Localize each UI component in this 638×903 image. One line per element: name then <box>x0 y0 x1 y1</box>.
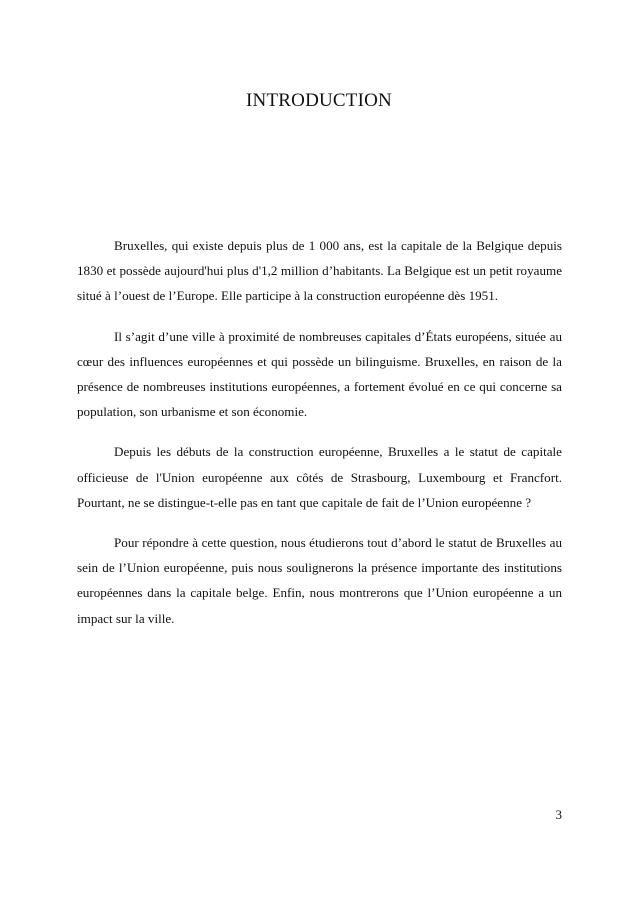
paragraph-3: Depuis les débuts de la construction européenne, Bruxelles a le statut de capitale officieuse de l'Union européenne aux côtés de Strasbourg, Luxembourg et Francfort. Pourtant, ne se distingue-t-elle pas en tant que capitale de fait de l’Union européenne ? <box>77 444 562 510</box>
paragraph-4: Pour répondre à cette question, nous étudierons tout d’abord le statut de Bruxelles au sein de l’Union européenne, puis nous soulignerons la présence importante des institutions européennes dans la capitale belge. Enfin, nous montrerons que l’Union européenne a un impact sur la ville. <box>77 535 562 626</box>
body-text <box>77 233 562 646</box>
page-title: INTRODUCTION <box>246 90 392 111</box>
page-number: 3 <box>555 807 562 822</box>
paragraph-1: Bruxelles, qui existe depuis plus de 1 000 ans, est la capitale de la Belgique depuis 1830 et possède aujourd'hui plus d'1,2 million d’habitants. La Belgique est un petit royaume situé à l’ouest de l’Europe. Elle participe à la construction européenne dès 1951. <box>77 238 562 304</box>
paragraph-2: Il s’agit d’une ville à proximité de nombreuses capitales d’États européens, située au cœur des influences européennes et qui possède un bilinguisme. Bruxelles, en raison de la présence de nombreuses institutions européennes, a fortement évolué en ce qui concerne sa population, son urbanisme et son économie. <box>77 328 562 420</box>
